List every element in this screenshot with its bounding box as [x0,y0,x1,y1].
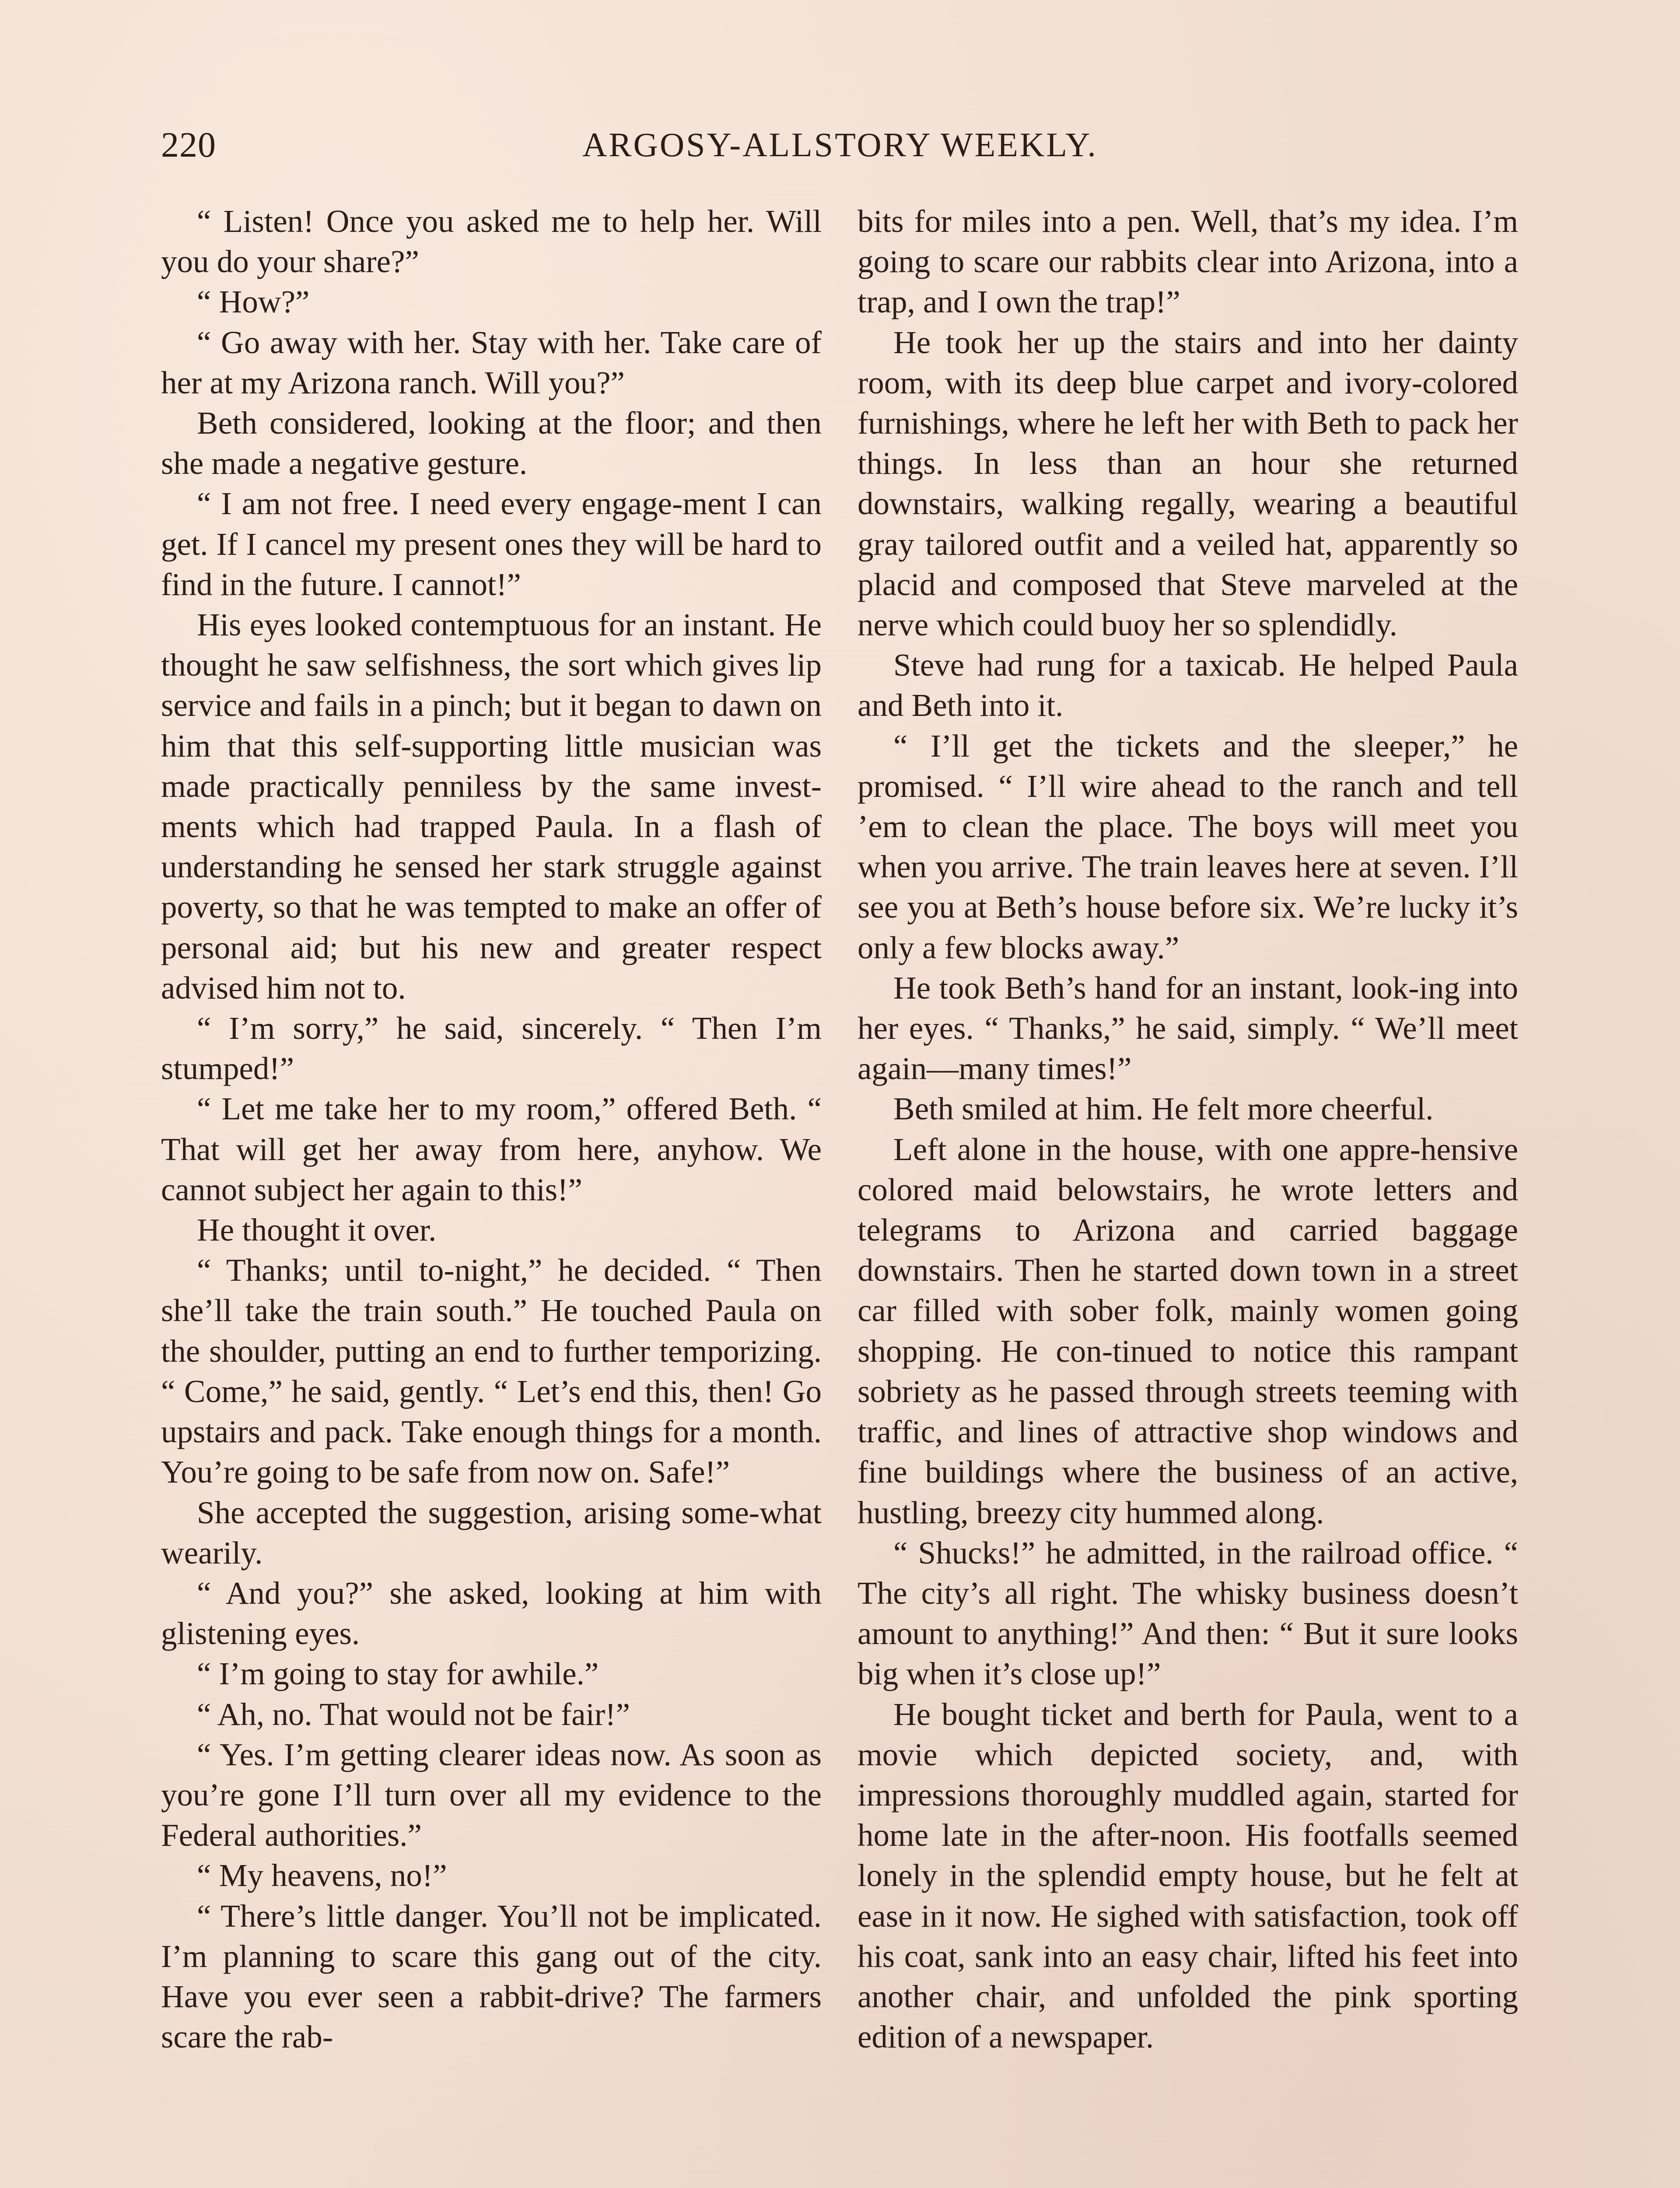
paragraph: “ How?” [197,284,310,320]
running-head: ARGOSY-ALLSTORY WEEKLY. [582,126,1098,164]
paragraph: He took her up the stairs and into her dainty room, with its deep blue carpet and ivory-colored furnishings, where he left her with Beth to pack her things. In less than an hour she returned downstairs, walking regally, wearing a beautiful gray tailored outfit and a veiled hat, apparently so placid and composed that Steve marveled at the nerve which could buoy her so splendidly. [858,324,1518,643]
paragraph: “ Yes. I’m getting clearer ideas now. As soon as you’re gone I’ll turn over all my evidence to the Federal authorities.” [161,1736,822,1853]
paragraph: He thought it over. [197,1212,437,1248]
paragraph: “ Let me take her to my room,” offered Beth. “ That will get her away from here, anyhow. We cannot subject her again to this!” [161,1091,822,1207]
paragraph: He took Beth’s hand for an instant, look-ing into her eyes. “ Thanks,” he said, simply. “ We’ll meet again—many times!” [858,970,1518,1087]
paragraph: “ I’ll get the tickets and the sleeper,” he promised. “ I’ll wire ahead to the ranch and tell ’em to clean the place. The boys will meet you when you arrive. The train leaves here at seven. I’ll see you at Beth’s house before six. We’re lucky it’s only a few blocks away.” [858,728,1518,965]
paragraph: She accepted the suggestion, arising some-what wearily. [161,1494,822,1571]
paragraph: His eyes looked contemptuous for an instant. He thought he saw selfishness, the sort which gives lip service and fails in a pinch; but it began to dawn on him that this self-supporting little musician was made practically penniless by the same invest-ments which had trapped Paula. In a flash of understanding he sensed her stark struggle against poverty, so that he was tempted to make an offer of personal aid; but his new and greater respect advised him not to. [161,607,822,1006]
paragraph: Left alone in the house, with one appre-hensive colored maid belowstairs, he wrote letters and telegrams to Arizona and carried baggage downstairs. Then he started down town in a street car filled with sober folk, mainly women going shopping. He con-tinued to notice this rampant sobriety as he passed through streets teeming with traffic, and lines of attractive shop windows and fine buildings where the business of an active, hustling, breezy city hummed along. [858,1131,1518,1530]
paragraph: Steve had rung for a taxicab. He helped Paula and Beth into it. [858,647,1518,723]
paragraph: “ There’s little danger. You’ll not be implicated. I’m planning to scare this gang out of the city. Have you ever seen a rabbit-drive? The farmers scare the rab- [161,1898,822,2055]
page-number: 220 [161,125,216,165]
paragraph: He bought ticket and berth for Paula, went to a movie which depicted society, and, with impressions thoroughly muddled again, started for home late in the after-noon. His footfalls seemed lonely in the splendid empty house, but he felt at ease in it now. He sighed with satisfaction, took off his coat, sank into an easy chair, lifted his feet into another chair, and unfolded the pink sporting edition of a newspaper. [858,1696,1518,2055]
right-column [858,201,1518,2057]
paragraph: “ I’m going to stay for awhile.” [197,1656,599,1692]
paragraph: “ My heavens, no!” [197,1858,447,1893]
paragraph: “ I am not free. I need every engage-ment I can get. If I cancel my present ones they will be hard to find in the future. I cannot!” [161,486,822,602]
paragraph: “ I’m sorry,” he said, sincerely. “ Then I’m stumped!” [161,1010,822,1087]
left-column [161,201,822,2057]
paragraph: bits for miles into a pen. Well, that’s my idea. I’m going to scare our rabbits clear into Arizona, into a trap, and I own the trap!” [858,203,1518,320]
paragraph: “ And you?” she asked, looking at him with glistening eyes. [161,1575,822,1652]
paragraph: “ Listen! Once you asked me to help her. Will you do your share?” [161,203,822,280]
paragraph: “ Thanks; until to-night,” he decided. “ Then she’ll take the train south.” He touched Paula on the shoulder, putting an end to further temporizing. “ Come,” he said, gently. “ Let’s end this, then! Go upstairs and pack. Take enough things for a month. You’re going to be safe from now on. Safe!” [161,1252,822,1490]
page-header [161,121,1519,169]
paragraph: Beth smiled at him. He felt more cheerful. [893,1091,1434,1127]
paragraph: “ Ah, no. That would not be fair!” [197,1696,630,1732]
paragraph: “ Shucks!” he admitted, in the railroad office. “ The city’s all right. The whisky business doesn’t amount to anything!” And then: “ But it sure looks big when it’s close up!” [858,1535,1518,1692]
paragraph: Beth considered, looking at the floor; and then she made a negative gesture. [161,405,822,481]
paragraph: “ Go away with her. Stay with her. Take care of her at my Arizona ranch. Will you?” [161,324,822,400]
